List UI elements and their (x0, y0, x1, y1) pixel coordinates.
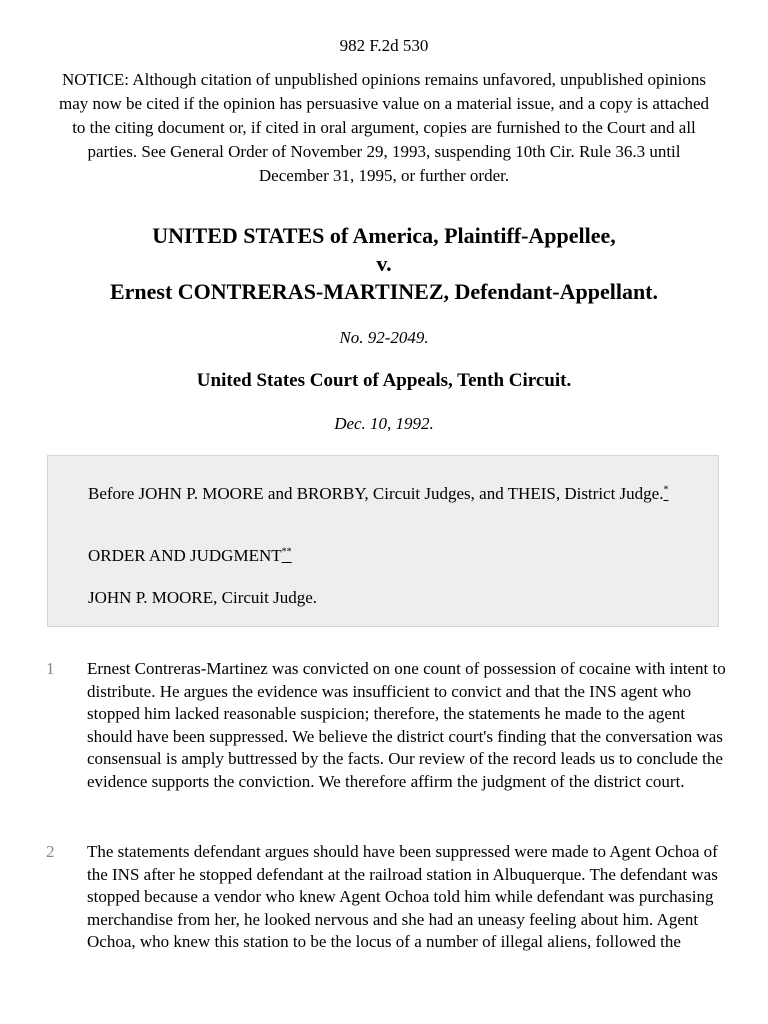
footnote-link-2[interactable] (282, 546, 292, 565)
order-judgment-title: ORDER AND JUDGMENT (88, 546, 282, 565)
decision-date: Dec. 10, 1992. (334, 414, 434, 433)
paragraph-text: Ernest Contreras-Martinez was convicted on one count of possession of cocaine with intent to distribute. He argues the evidence was insufficient to convict and that the INS agent who stopped him lacked reasonable suspicion; therefore, the statements he made to the agent should have been suppressed. We believe the district court's finding that the conversation was consensual is amply buttressed by the facts. Our review of the record leads us to conclude the evidence supports the conviction. We therefore affirm the judgment of the district court. (87, 659, 726, 791)
judges-panel (47, 455, 719, 627)
paragraph-number: 2 (46, 842, 55, 861)
before-judges-line (88, 483, 688, 505)
paragraph-text: The statements defendant argues should have been suppressed were made to Agent Ochoa of the INS after he stopped defendant at the railroad station in Albuquerque. The defendant was stopped because a vendor who knew Agent Ochoa told him while defendant was purchasing merchandise from her, he looked nervous and she had an uneasy feeling about him. Agent Ochoa, who knew this station to be the locus of a number of illegal aliens, followed the (87, 842, 718, 951)
versus-line: v. (376, 251, 392, 276)
before-judges-text: Before JOHN P. MOORE and BRORBY, Circuit Judges, and THEIS, District Judge. (88, 484, 664, 503)
unpublished-opinion-notice: NOTICE: Although citation of unpublished opinions remains unfavored, unpublished opinions may now be cited if the opinion has persuasive value on a material issue, and a copy is attached to the citing document or, if cited in oral argument, copies are furnished to the Court and all parties. See General Order of November 29, 1993, suspending 10th Cir. Rule 36.3 until December 31, 1995, or further order. (58, 70, 710, 185)
footnote-marker-2: ** (281, 546, 292, 558)
paragraph-number: 1 (46, 659, 55, 678)
court-name: United States Court of Appeals, Tenth Circuit. (196, 370, 572, 391)
order-judgment-line (88, 545, 688, 567)
footnote-link-1[interactable] (663, 484, 668, 503)
case-caption (0, 222, 768, 306)
defendant-line: Ernest CONTRERAS-MARTINEZ, Defendant-Appellant. (109, 279, 659, 304)
docket-number: No. 92-2049. (339, 328, 429, 347)
citation: 982 F.2d 530 (339, 36, 429, 55)
authoring-judge: JOHN P. MOORE, Circuit Judge. (88, 588, 318, 607)
footnote-marker-1: * (663, 484, 669, 496)
plaintiff-line: UNITED STATES of America, Plaintiff-Appellee, (152, 223, 616, 248)
